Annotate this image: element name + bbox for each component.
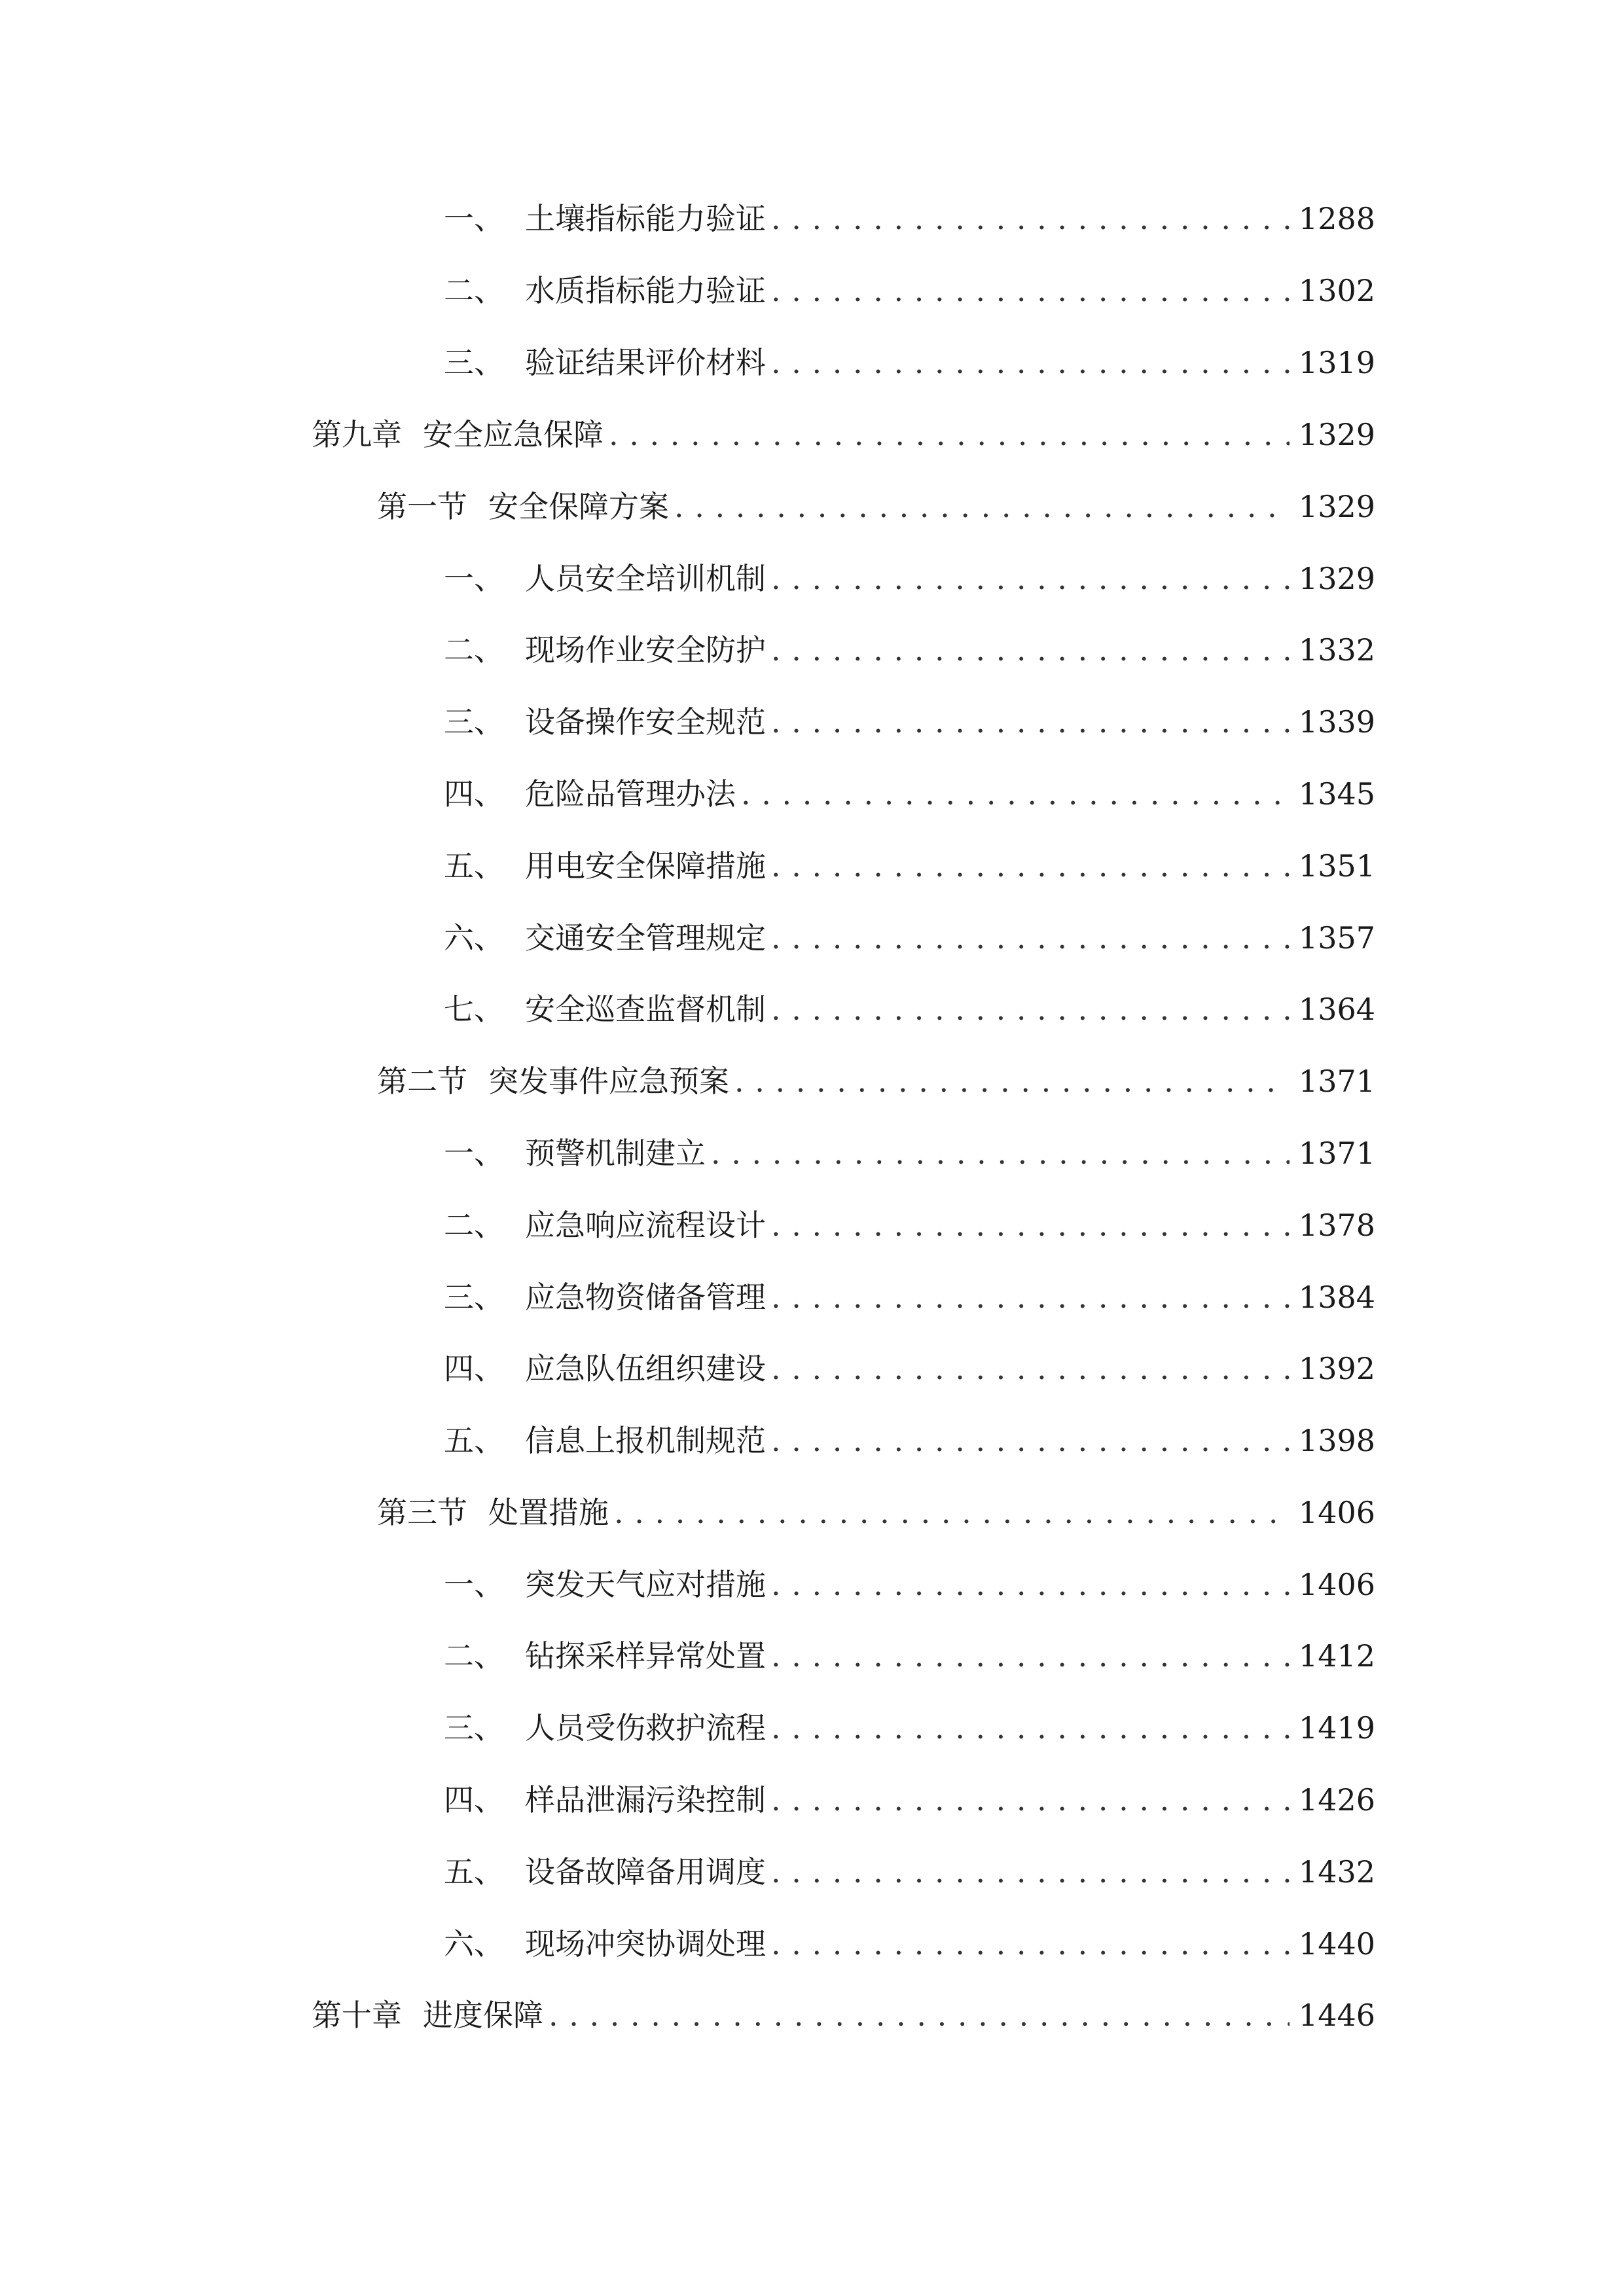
toc-entry-title: 土壤指标能力验证: [525, 201, 766, 236]
toc-entry[interactable]: [444, 1918, 1375, 1970]
toc-entry-title: 现场作业安全防护: [525, 632, 766, 668]
toc-entry-title: 验证结果评价材料: [525, 345, 766, 380]
toc-entry-number: 六、: [444, 920, 504, 956]
toc-entry-title: 安全应急保障: [423, 417, 604, 452]
toc-entry[interactable]: [444, 1630, 1375, 1682]
dot-leader: [734, 1055, 1290, 1107]
toc-entry-title: 处置措施: [488, 1495, 609, 1530]
dot-leader: [771, 552, 1290, 605]
toc-entry-number: 六、: [444, 1926, 504, 1962]
dot-leader: [771, 696, 1290, 748]
toc-entry[interactable]: [444, 1846, 1375, 1898]
toc-entry-title: 安全保障方案: [488, 489, 669, 524]
toc-entry-page: 1364: [1298, 992, 1375, 1027]
toc-chapter-number: 第九章: [312, 417, 402, 452]
toc-entry-number: 一、: [444, 1567, 504, 1602]
dot-leader: [711, 1127, 1290, 1179]
toc-entry-title: 设备操作安全规范: [525, 704, 766, 740]
toc-entry-page: 1302: [1298, 273, 1375, 308]
toc-entry-title: 现场冲突协调处理: [525, 1926, 766, 1962]
toc-entry-page: 1339: [1298, 704, 1375, 740]
toc-entry-page: 1329: [1298, 561, 1375, 596]
dot-leader: [771, 1414, 1290, 1467]
toc-entry-page: 1371: [1298, 1064, 1375, 1099]
toc-entry-page: 1351: [1298, 848, 1375, 884]
toc-entry-page: 1332: [1298, 632, 1375, 668]
dot-leader: [771, 912, 1290, 964]
toc-entry-number: 一、: [444, 1136, 504, 1171]
dot-leader: [771, 1199, 1290, 1251]
toc-section[interactable]: [377, 480, 1375, 533]
toc-entry-number: 四、: [444, 1782, 504, 1818]
toc-entry-page: 1357: [1298, 920, 1375, 956]
toc-entry-page: 1398: [1298, 1423, 1375, 1458]
toc-entry-page: 1329: [1298, 489, 1375, 524]
toc-entry-page: 1412: [1298, 1638, 1375, 1674]
toc-entry-title: 突发天气应对措施: [525, 1567, 766, 1602]
dot-leader: [771, 1342, 1290, 1395]
toc-entry[interactable]: [444, 1414, 1375, 1467]
toc-entry-page: 1371: [1298, 1136, 1375, 1171]
toc-entry[interactable]: [444, 264, 1375, 317]
dot-leader: [771, 1271, 1290, 1323]
toc-section[interactable]: [377, 1055, 1375, 1107]
toc-entry[interactable]: [444, 624, 1375, 676]
dot-leader: [771, 264, 1290, 317]
toc-entry-number: 四、: [444, 776, 504, 812]
dot-leader: [771, 1918, 1290, 1970]
toc-section[interactable]: [377, 1486, 1375, 1539]
toc-entry-number: 五、: [444, 1854, 504, 1890]
toc-entry-title: 进度保障: [423, 1998, 543, 2033]
dot-leader: [771, 336, 1290, 389]
toc-entry-number: 三、: [444, 345, 504, 380]
toc-entry-page: 1319: [1298, 345, 1375, 380]
toc-entry-number: 七、: [444, 992, 504, 1027]
toc-entry-number: 一、: [444, 201, 504, 236]
toc-entry-number: 一、: [444, 561, 504, 596]
toc-entry-title: 安全巡查监督机制: [525, 992, 766, 1027]
toc-entry-title: 水质指标能力验证: [525, 273, 766, 308]
toc-entry[interactable]: [444, 1127, 1375, 1179]
toc-chapter-number: 第十章: [312, 1998, 402, 2033]
toc-entry-page: 1406: [1298, 1495, 1375, 1530]
toc-entry[interactable]: [444, 1774, 1375, 1826]
dot-leader: [609, 408, 1290, 461]
toc-entry[interactable]: [444, 1199, 1375, 1251]
toc-entry-page: 1392: [1298, 1351, 1375, 1386]
toc-entry-number: 三、: [444, 1710, 504, 1746]
toc-entry-page: 1384: [1298, 1280, 1375, 1315]
toc-entry-title: 危险品管理办法: [525, 776, 736, 812]
toc-entry-number: 三、: [444, 1280, 504, 1315]
toc-entry-title: 钻探采样异常处置: [525, 1638, 766, 1674]
toc-entry-number: 二、: [444, 632, 504, 668]
toc-entry-number: 二、: [444, 1208, 504, 1243]
dot-leader: [771, 983, 1290, 1035]
dot-leader: [771, 1630, 1290, 1682]
toc-entry-page: 1446: [1298, 1998, 1375, 2033]
dot-leader: [741, 768, 1290, 820]
toc-entry-title: 突发事件应急预案: [488, 1064, 729, 1099]
toc-entry-page: 1426: [1298, 1782, 1375, 1818]
toc-entry-page: 1419: [1298, 1710, 1375, 1746]
toc-entry[interactable]: [444, 336, 1375, 389]
toc-entry-title: 应急队伍组织建设: [525, 1351, 766, 1386]
toc-entry-number: 三、: [444, 704, 504, 740]
toc-entry[interactable]: [444, 1558, 1375, 1611]
toc-entry-page: 1406: [1298, 1567, 1375, 1602]
toc-chapter[interactable]: [312, 1989, 1375, 2041]
dot-leader: [614, 1486, 1290, 1539]
toc-entry-title: 人员受伤救护流程: [525, 1710, 766, 1746]
dot-leader: [771, 1558, 1290, 1611]
toc-entry[interactable]: [444, 696, 1375, 748]
toc-entry-title: 应急物资储备管理: [525, 1280, 766, 1315]
toc-entry-number: 五、: [444, 848, 504, 884]
dot-leader: [771, 624, 1290, 676]
toc-entry[interactable]: [444, 912, 1375, 964]
toc-entry-number: 五、: [444, 1423, 504, 1458]
toc-entry-page: 1378: [1298, 1208, 1375, 1243]
toc-entry-number: 四、: [444, 1351, 504, 1386]
dot-leader: [771, 1702, 1290, 1754]
toc-entry[interactable]: [444, 768, 1375, 820]
toc-entry-title: 样品泄漏污染控制: [525, 1782, 766, 1818]
toc-section-number: 第一节: [377, 489, 467, 524]
toc-entry-page: 1345: [1298, 776, 1375, 812]
dot-leader: [771, 192, 1290, 245]
toc-entry-title: 人员安全培训机制: [525, 561, 766, 596]
toc-entry[interactable]: [444, 1342, 1375, 1395]
toc-section-number: 第三节: [377, 1495, 467, 1530]
toc-entry[interactable]: [444, 840, 1375, 892]
toc-entry-title: 应急响应流程设计: [525, 1208, 766, 1243]
toc-entry-page: 1329: [1298, 417, 1375, 452]
toc-entry-page: 1432: [1298, 1854, 1375, 1890]
toc-entry-title: 交通安全管理规定: [525, 920, 766, 956]
toc-entry-page: 1288: [1298, 201, 1375, 236]
toc-entry-title: 预警机制建立: [525, 1136, 706, 1171]
dot-leader: [771, 840, 1290, 892]
toc-entry[interactable]: [444, 1271, 1375, 1323]
toc-section-number: 第二节: [377, 1064, 467, 1099]
toc-entry-title: 设备故障备用调度: [525, 1854, 766, 1890]
dot-leader: [771, 1774, 1290, 1826]
toc-chapter[interactable]: [312, 408, 1375, 461]
dot-leader: [549, 1989, 1290, 2041]
toc-entry[interactable]: [444, 552, 1375, 605]
toc-entry-title: 用电安全保障措施: [525, 848, 766, 884]
toc-entry-title: 信息上报机制规范: [525, 1423, 766, 1458]
toc-entry-number: 二、: [444, 273, 504, 308]
toc-entry-number: 二、: [444, 1638, 504, 1674]
dot-leader: [771, 1846, 1290, 1898]
toc-entry[interactable]: [444, 983, 1375, 1035]
toc-entry-page: 1440: [1298, 1926, 1375, 1962]
toc-entry[interactable]: [444, 1702, 1375, 1754]
dot-leader: [674, 480, 1290, 533]
toc-entry[interactable]: [444, 192, 1375, 245]
